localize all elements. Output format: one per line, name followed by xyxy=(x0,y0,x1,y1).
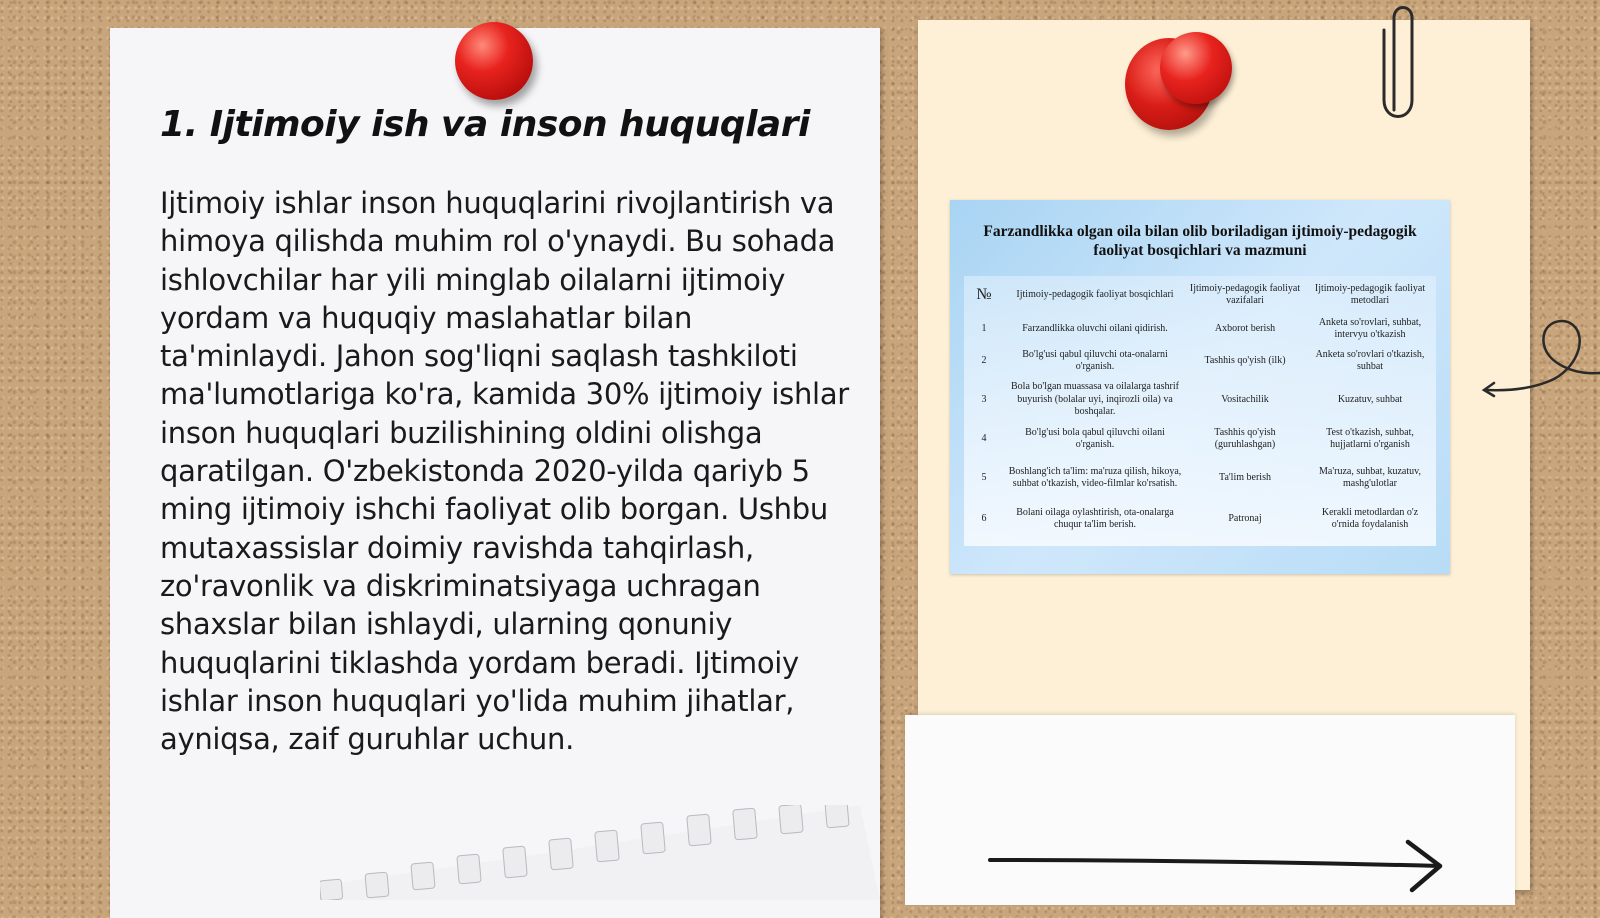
row-stage: Bola bo'lgan muassasa va oilalarga tashrif buyurish (bolalar uyi, inqirozli oila) va boshqalar. xyxy=(1011,381,1179,418)
row-stage: Bolani oilaga oylashtirish, ota-onalarga chuqur ta'lim berish. xyxy=(1016,506,1174,530)
header-methods: Ijtimoiy-pedagogik faoliyat metodlari xyxy=(1314,282,1426,306)
row-method: Kuzatuv, suhbat xyxy=(1337,393,1403,405)
table-row xyxy=(964,422,1436,456)
row-method: Anketa so'rovlari, suhbat, intervyu o'tkazish xyxy=(1318,316,1422,340)
row-method: Test o'tkazish, suhbat, hujjatlarni o'rganish xyxy=(1326,426,1414,450)
row-method: Anketa so'rovlari o'tkazish, suhbat xyxy=(1315,348,1425,372)
table-row xyxy=(964,344,1436,378)
page-title: 1. Ijtimoiy ish va inson huquqlari xyxy=(160,104,810,145)
row-number: 4 xyxy=(981,432,987,444)
row-task: Ta'lim berish xyxy=(1219,471,1271,483)
row-method: Ma'ruza, suhbat, kuzatuv, mashg'ulotlar xyxy=(1319,465,1421,489)
row-number: 6 xyxy=(981,512,987,524)
row-task: Patronaj xyxy=(1228,512,1262,524)
row-number: 1 xyxy=(981,322,987,334)
table-title: Farzandlikka olgan oila bilan olib boriladigan ijtimoiy-pedagogik faoliyat bosqichlari va mazmuni xyxy=(983,223,1417,259)
table-row xyxy=(964,378,1436,422)
table-row xyxy=(964,314,1436,344)
row-number: 5 xyxy=(981,471,987,483)
curly-arrow-icon xyxy=(1478,315,1600,405)
row-task: Axborot berish xyxy=(1214,322,1276,334)
table-row xyxy=(964,500,1436,538)
header-tasks: Ijtimoiy-pedagogik faoliyat vazifalari xyxy=(1189,282,1301,306)
header-number: № xyxy=(976,285,992,303)
activity-stages-table xyxy=(964,276,1436,538)
table-row xyxy=(964,456,1436,500)
table-header-row xyxy=(964,276,1436,314)
row-stage: Farzandlikka oluvchi oilani qidirish. xyxy=(1022,322,1168,334)
red-pushpin-left xyxy=(455,22,533,100)
row-stage: Boshlang'ich ta'lim: ma'ruza qilish, hikoya, suhbat o'tkazish, video-filmlar ko'rsatish. xyxy=(1008,465,1182,489)
red-pushpin-right-front xyxy=(1160,32,1232,104)
table-image-card xyxy=(950,200,1450,574)
row-number: 2 xyxy=(981,354,987,366)
row-task: Tashhis qo'yish (guruhlashgan) xyxy=(1214,426,1276,450)
right-arrow-icon xyxy=(988,838,1448,894)
row-stage: Bo'lg'usi qabul qiluvchi ota-onalarni o'rganish. xyxy=(1022,348,1168,372)
table-container xyxy=(964,276,1436,546)
header-stages: Ijtimoiy-pedagogik faoliyat bosqichlari xyxy=(1016,288,1174,300)
paperclip-icon xyxy=(1380,0,1420,125)
row-method: Kerakli metodlardan o'z o'rnida foydalanish xyxy=(1321,506,1419,530)
row-number: 3 xyxy=(981,393,987,405)
row-task: Vositachilik xyxy=(1221,393,1269,405)
row-task: Tashhis qo'yish (ilk) xyxy=(1204,354,1286,366)
body-paragraph: Ijtimoiy ishlar inson huquqlarini rivojlantirish va himoya qilishda muhim rol o'ynaydi. Bu sohada ishlovchilar har yili minglab oilalarni ijtimoiy yordam va huquqiy maslahatlar bilan ta'minlaydi. Jahon sog'liqni saqlash tashkiloti ma'lumotlariga ko'ra, kamida 30% ijtimoiy ishlar inson huquqlari buzilishining oldini olishga qaratilgan. O'zbekistonda 2020-yilda qariyb 5 ming ijtimoiy ishchi faoliyat olib borgan. Ushbu mutaxassislar doimiy ravishda tahqirlash, zo'ravonlik va diskriminatsiyaga uchragan shaxslar bilan ishlaydi, ularning qonuniy huquqlarini tiklashda yordam beradi. Ijtimoiy ishlar inson huquqlari yo'lida muhim jihatlar, ayniqsa, zaif guruhlar uchun. xyxy=(160,186,849,757)
row-stage: Bo'lg'usi bola qabul qiluvchi oilani o'rganish. xyxy=(1025,426,1165,450)
torn-paper-tabs xyxy=(320,805,880,900)
